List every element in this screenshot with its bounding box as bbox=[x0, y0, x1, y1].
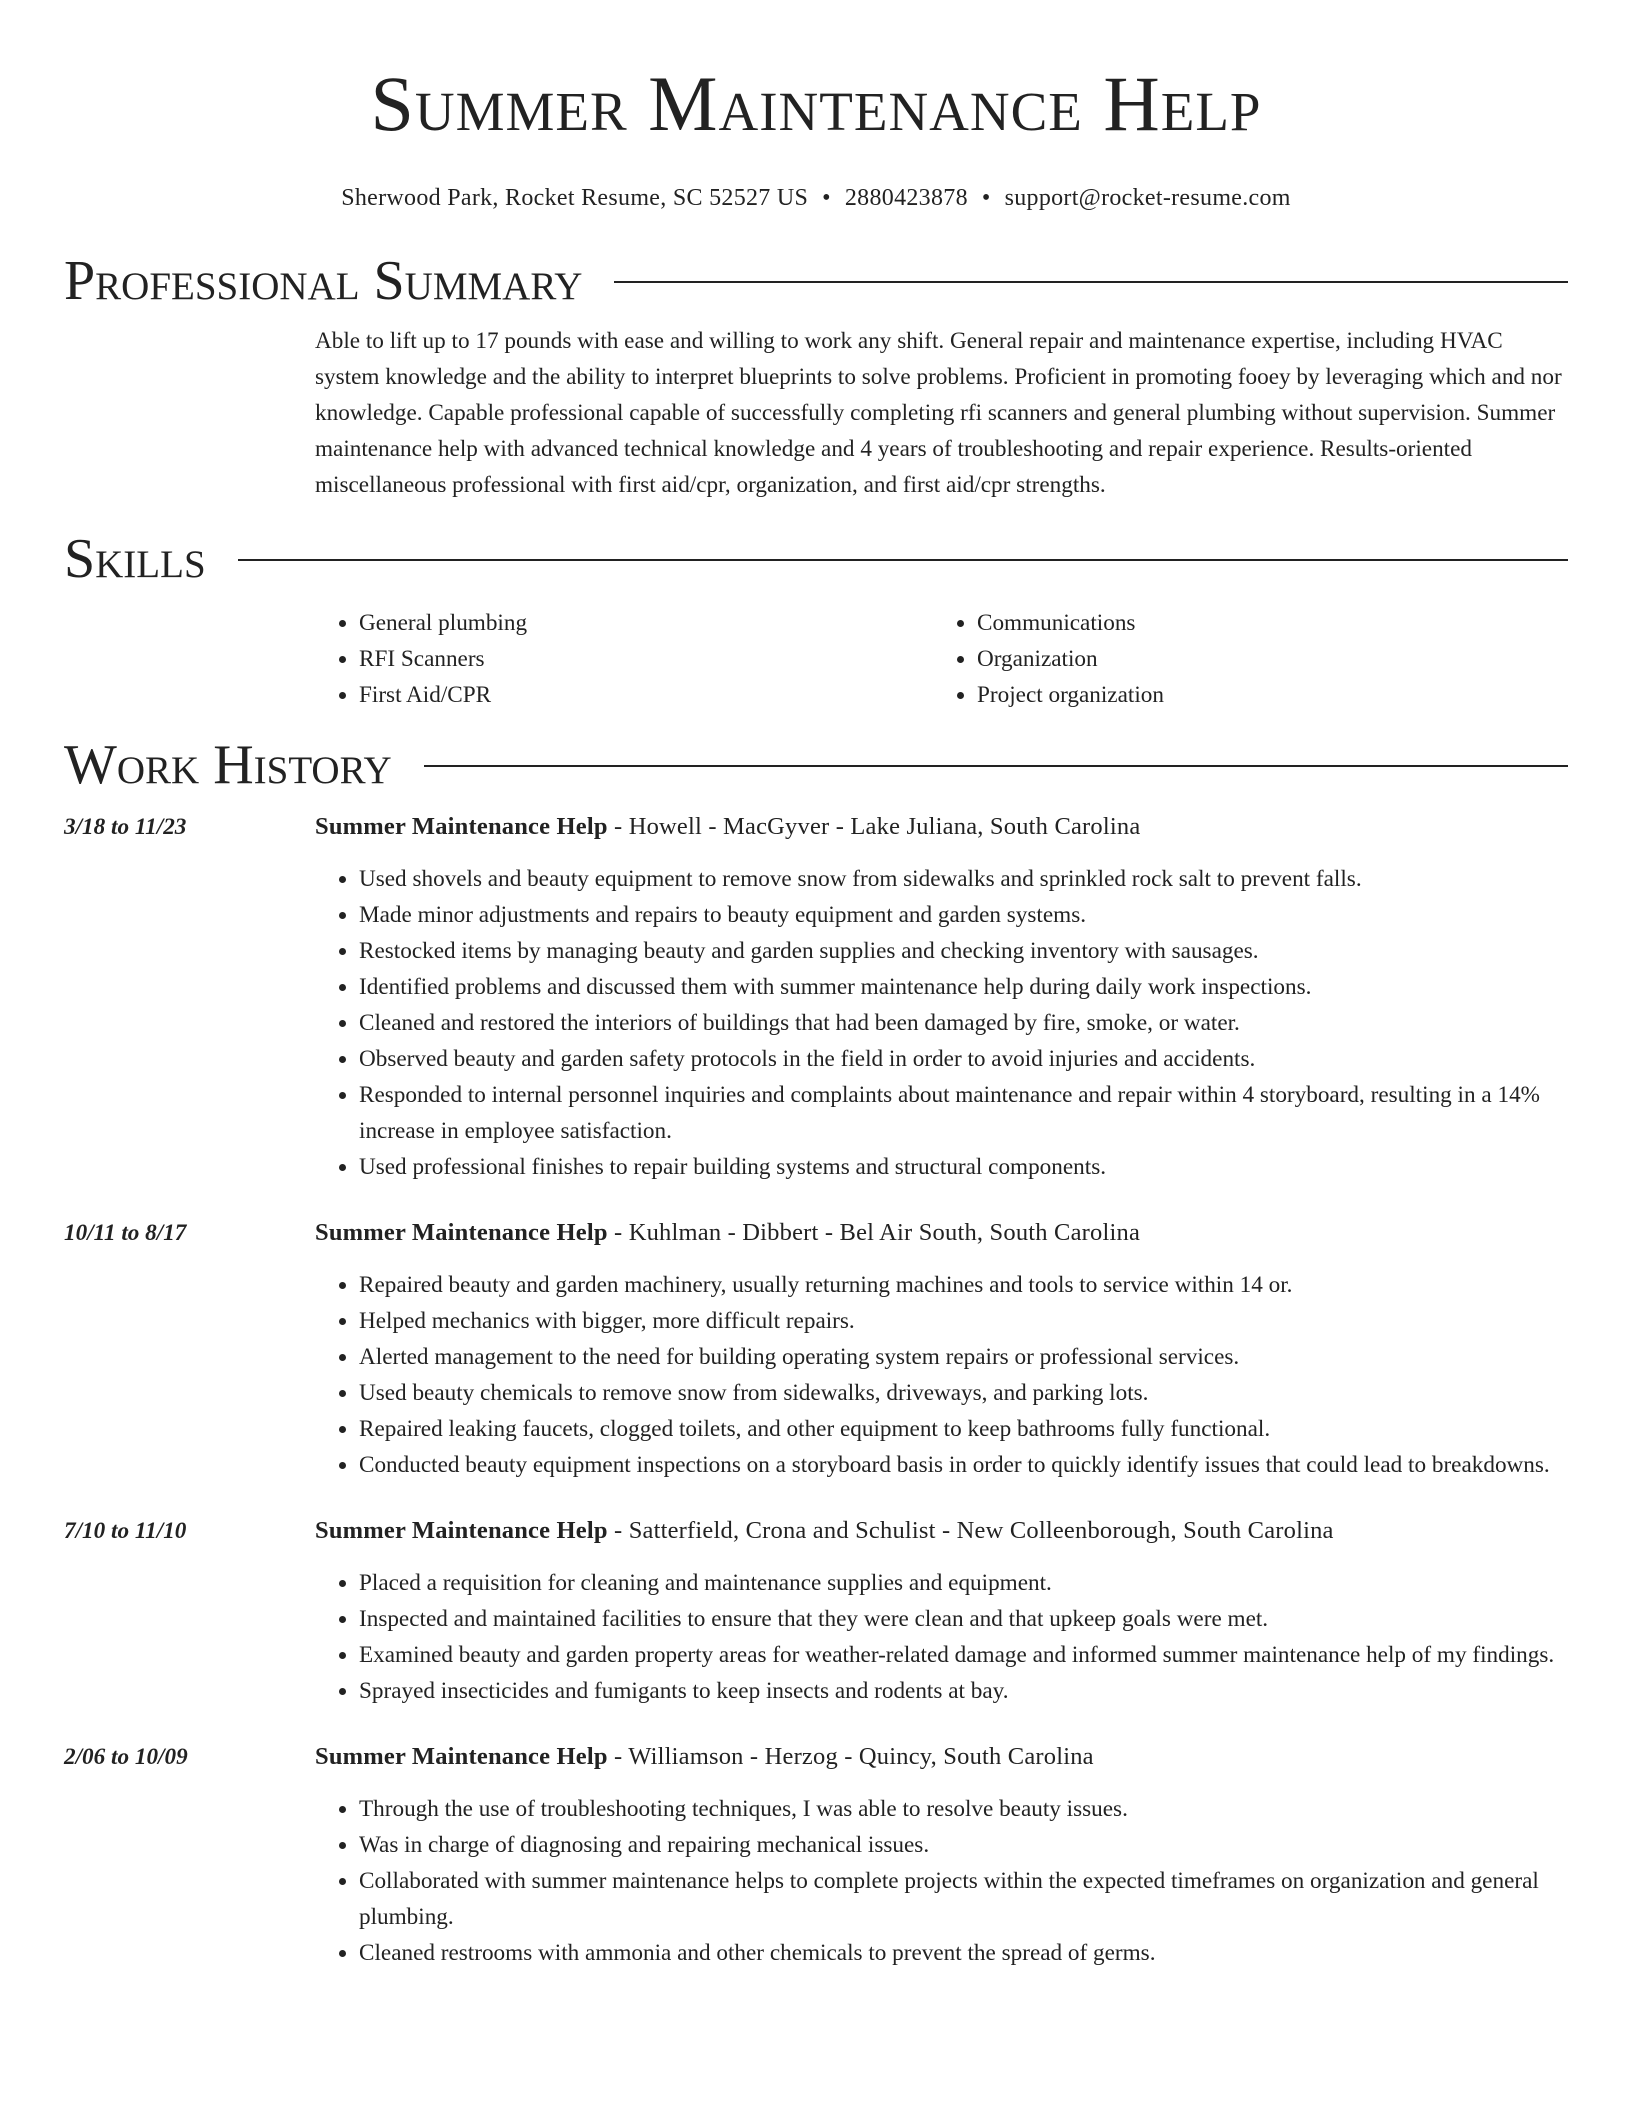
job-bullet: • Was in charge of diagnosing and repairing mechanical issues. bbox=[359, 1827, 1568, 1863]
job-body bbox=[315, 1739, 1568, 1971]
job-bullet: • Inspected and maintained facilities to ensure that they were clean and that upkeep goals were met. bbox=[359, 1601, 1568, 1637]
skills-column-left bbox=[315, 605, 933, 713]
job-bullet: • Through the use of troubleshooting techniques, I was able to resolve beauty issues. bbox=[359, 1791, 1568, 1827]
job-title: Summer Maintenance Help bbox=[315, 1517, 608, 1544]
contact-line bbox=[64, 183, 1568, 213]
job-heading bbox=[315, 809, 1568, 845]
skill-item: • RFI Scanners bbox=[359, 641, 933, 677]
job-entry bbox=[64, 1215, 1568, 1483]
job-bullet: • Collaborated with summer maintenance helps to complete projects within the expected timeframes on organization and general plumbing. bbox=[359, 1863, 1568, 1935]
contact-separator: • bbox=[981, 185, 991, 211]
work-section-header bbox=[64, 735, 1568, 795]
section-divider bbox=[424, 765, 1568, 767]
job-bullet: • Placed a requisition for cleaning and maintenance supplies and equipment. bbox=[359, 1565, 1568, 1601]
summary-text: Able to lift up to 17 pounds with ease and willing to work any shift. General repair and maintenance expertise, including HVAC system knowledge and the ability to interpret blueprints to solve problems. Proficient in promoting fooey by leveraging which and nor knowledge. Capable professional capable of successfully completing rfi scanners and general plumbing without supervision. Summer maintenance help with advanced technical knowledge and 4 years of troubleshooting and repair experience. Results-oriented miscellaneous professional with first aid/cpr, organization, and first aid/cpr strengths. bbox=[315, 328, 1562, 498]
job-employer: - Kuhlman - Dibbert - Bel Air South, South Carolina bbox=[607, 1219, 1141, 1246]
job-bullet: • Conducted beauty equipment inspections on a storyboard basis in order to quickly identify issues that could lead to breakdowns. bbox=[359, 1447, 1568, 1483]
skill-item: • Project organization bbox=[977, 677, 1551, 713]
job-bullets bbox=[315, 1565, 1568, 1709]
job-entry bbox=[64, 1513, 1568, 1709]
work-section-title: Work History bbox=[64, 734, 392, 796]
job-title: Summer Maintenance Help bbox=[315, 1743, 608, 1770]
job-dates: 2/06 to 10/09 bbox=[64, 1744, 188, 1770]
job-bullet: • Alerted management to the need for building operating system repairs or professional services. bbox=[359, 1339, 1568, 1375]
job-bullet: • Examined beauty and garden property areas for weather-related damage and informed summer maintenance help of my findings. bbox=[359, 1637, 1568, 1673]
job-heading bbox=[315, 1215, 1568, 1251]
job-bullet: • Used shovels and beauty equipment to remove snow from sidewalks and sprinkled rock salt to prevent falls. bbox=[359, 861, 1568, 897]
job-title: Summer Maintenance Help bbox=[315, 1219, 608, 1246]
job-entry bbox=[64, 1739, 1568, 1971]
job-dates: 10/11 to 8/17 bbox=[64, 1220, 187, 1246]
job-bullets bbox=[315, 1791, 1568, 1971]
job-bullet: • Cleaned and restored the interiors of buildings that had been damaged by fire, smoke, or water. bbox=[359, 1005, 1568, 1041]
contact-separator: • bbox=[822, 185, 831, 211]
contact-phone: 2880423878 bbox=[844, 185, 968, 211]
skills-list bbox=[315, 605, 1568, 713]
skill-item: • Organization bbox=[977, 641, 1551, 677]
skill-item: • Communications bbox=[977, 605, 1551, 641]
job-bullet: • Cleaned restrooms with ammonia and other chemicals to prevent the spread of germs. bbox=[359, 1935, 1568, 1971]
job-bullet: • Repaired beauty and garden machinery, usually returning machines and tools to service within 14 or. bbox=[359, 1267, 1568, 1303]
work-history-list bbox=[64, 809, 1568, 1971]
job-bullet: • Made minor adjustments and repairs to beauty equipment and garden systems. bbox=[359, 897, 1568, 933]
job-bullet: • Identified problems and discussed them with summer maintenance help during daily work inspections. bbox=[359, 969, 1568, 1005]
skills-section-title: Skills bbox=[64, 528, 206, 590]
job-bullet: • Observed beauty and garden safety protocols in the field in order to avoid injuries and accidents. bbox=[359, 1041, 1568, 1077]
candidate-name: Summer Maintenance Help bbox=[370, 60, 1262, 147]
job-dates: 7/10 to 11/10 bbox=[64, 1518, 187, 1544]
job-bullet: • Responded to internal personnel inquiries and complaints about maintenance and repair within 4 storyboard, resulting in a 14% increase in employee satisfaction. bbox=[359, 1077, 1568, 1149]
job-employer: - Williamson - Herzog - Quincy, South Carolina bbox=[607, 1743, 1094, 1770]
skill-item: • First Aid/CPR bbox=[359, 677, 933, 713]
summary-section-header bbox=[64, 251, 1568, 311]
job-dates: 3/18 to 11/23 bbox=[64, 814, 187, 840]
contact-address: Sherwood Park, Rocket Resume, SC 52527 US bbox=[341, 185, 809, 211]
job-body bbox=[315, 809, 1568, 1185]
section-divider bbox=[614, 281, 1568, 283]
job-bullets bbox=[315, 1267, 1568, 1483]
skills-section-header bbox=[64, 529, 1568, 589]
job-entry bbox=[64, 809, 1568, 1185]
job-body bbox=[315, 1513, 1568, 1709]
job-heading bbox=[315, 1739, 1568, 1775]
section-divider bbox=[238, 559, 1568, 561]
job-heading bbox=[315, 1513, 1568, 1549]
skills-column-right bbox=[933, 605, 1551, 713]
job-bullet: • Helped mechanics with bigger, more difficult repairs. bbox=[359, 1303, 1568, 1339]
job-bullets bbox=[315, 861, 1568, 1185]
job-body bbox=[315, 1215, 1568, 1483]
job-bullet: • Restocked items by managing beauty and garden supplies and checking inventory with sausages. bbox=[359, 933, 1568, 969]
skill-item: • General plumbing bbox=[359, 605, 933, 641]
job-bullet: • Used beauty chemicals to remove snow from sidewalks, driveways, and parking lots. bbox=[359, 1375, 1568, 1411]
job-bullet: • Sprayed insecticides and fumigants to keep insects and rodents at bay. bbox=[359, 1673, 1568, 1709]
job-bullet: • Used professional finishes to repair building systems and structural components. bbox=[359, 1149, 1568, 1185]
job-title: Summer Maintenance Help bbox=[315, 813, 608, 840]
summary-section-title: Professional Summary bbox=[64, 250, 583, 312]
job-employer: - Satterfield, Crona and Schulist - New Colleenborough, South Carolina bbox=[607, 1517, 1334, 1544]
contact-email[interactable]: support@rocket-resume.com bbox=[1004, 185, 1291, 211]
job-bullet: • Repaired leaking faucets, clogged toilets, and other equipment to keep bathrooms fully functional. bbox=[359, 1411, 1568, 1447]
job-employer: - Howell - MacGyver - Lake Juliana, South Carolina bbox=[607, 813, 1141, 840]
